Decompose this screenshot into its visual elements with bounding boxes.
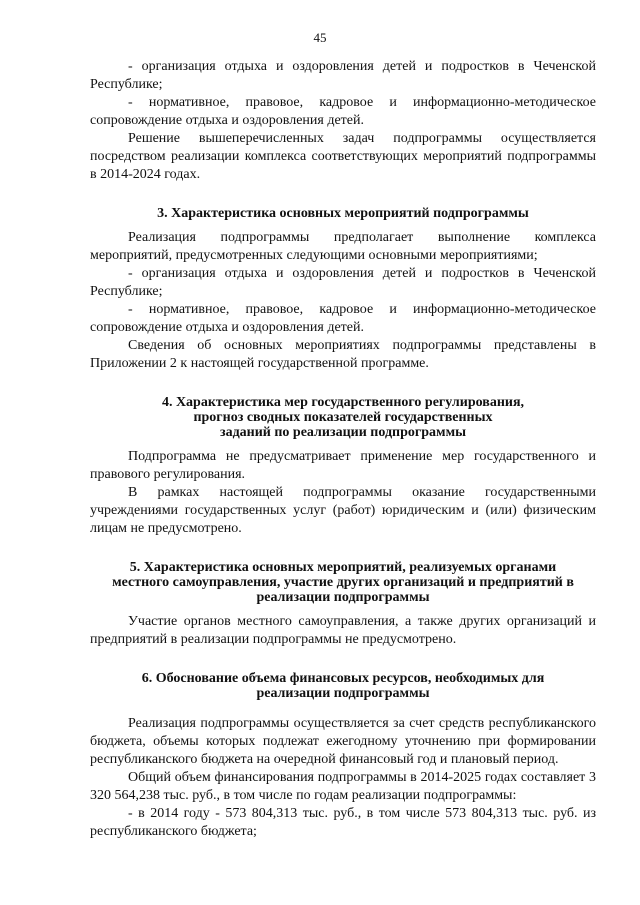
paragraph: Общий объем финансирования подпрограммы в 2014-2025 годах составляет 3 320 564,238 тыс. руб., в том числе по годам реализации подпрограммы: bbox=[90, 770, 596, 803]
paragraph: Сведения об основных мероприятиях подпрограммы представлены в Приложении 2 к настоящей государственной программе. bbox=[90, 338, 596, 371]
paragraph: Реализация подпрограммы предполагает выполнение комплекса мероприятий, предусмотренных следующими основными мероприятиями; bbox=[90, 230, 596, 263]
paragraph: - в 2014 году - 573 804,313 тыс. руб., в том числе 573 804,313 тыс. руб. из республиканского бюджета; bbox=[90, 806, 596, 839]
paragraph: - нормативное, правовое, кадровое и информационно-методическое сопровождение отдыха и оздоровления детей. bbox=[90, 95, 596, 128]
heading-line: прогноз сводных показателей государственных bbox=[193, 410, 493, 425]
paragraph: В рамках настоящей подпрограммы оказание государственными учреждениями государственных услуг (работ) юридическим и (или) физическим лицам не предусмотрено. bbox=[90, 485, 596, 536]
section-heading-6 bbox=[90, 671, 596, 701]
heading-line: 6. Обоснование объема финансовых ресурсов, необходимых для bbox=[141, 671, 545, 686]
paragraph: - организация отдыха и оздоровления детей и подростков в Чеченской Республике; bbox=[90, 266, 596, 299]
section-heading-5 bbox=[90, 560, 596, 605]
heading-line: 5. Характеристика основных мероприятий, реализуемых органами bbox=[129, 560, 557, 575]
paragraph: Реализация подпрограммы осуществляется за счет средств республиканского бюджета, объемы которых подлежат ежегодному уточнению при формировании республиканского бюджета на очередной финансовый год и плановый период. bbox=[90, 716, 596, 767]
heading-line: реализации подпрограммы bbox=[256, 686, 430, 701]
section-heading-4 bbox=[90, 395, 596, 440]
page-number: 45 bbox=[313, 30, 327, 45]
paragraph: Участие органов местного самоуправления, а также других организаций и предприятий в реализации подпрограммы не предусмотрено. bbox=[90, 614, 596, 647]
heading-line: 4. Характеристика мер государственного регулирования, bbox=[161, 395, 525, 410]
heading-line: реализации подпрограммы bbox=[256, 590, 430, 605]
paragraph: Подпрограмма не предусматривает применение мер государственного и правового регулирования. bbox=[90, 449, 596, 482]
paragraph: - организация отдыха и оздоровления детей и подростков в Чеченской Республике; bbox=[90, 59, 596, 92]
paragraph: - нормативное, правовое, кадровое и информационно-методическое сопровождение отдыха и оздоровления детей. bbox=[90, 302, 596, 335]
document-body bbox=[90, 58, 596, 841]
paragraph: Решение вышеперечисленных задач подпрограммы осуществляется посредством реализации комплекса соответствующих мероприятий подпрограммы в 2014-2024 годах. bbox=[90, 131, 596, 182]
heading-line: заданий по реализации подпрограммы bbox=[219, 425, 467, 440]
heading-line: местного самоуправления, участие других организаций и предприятий в bbox=[112, 575, 574, 590]
section-heading-3: 3. Характеристика основных мероприятий подпрограммы bbox=[157, 206, 529, 221]
